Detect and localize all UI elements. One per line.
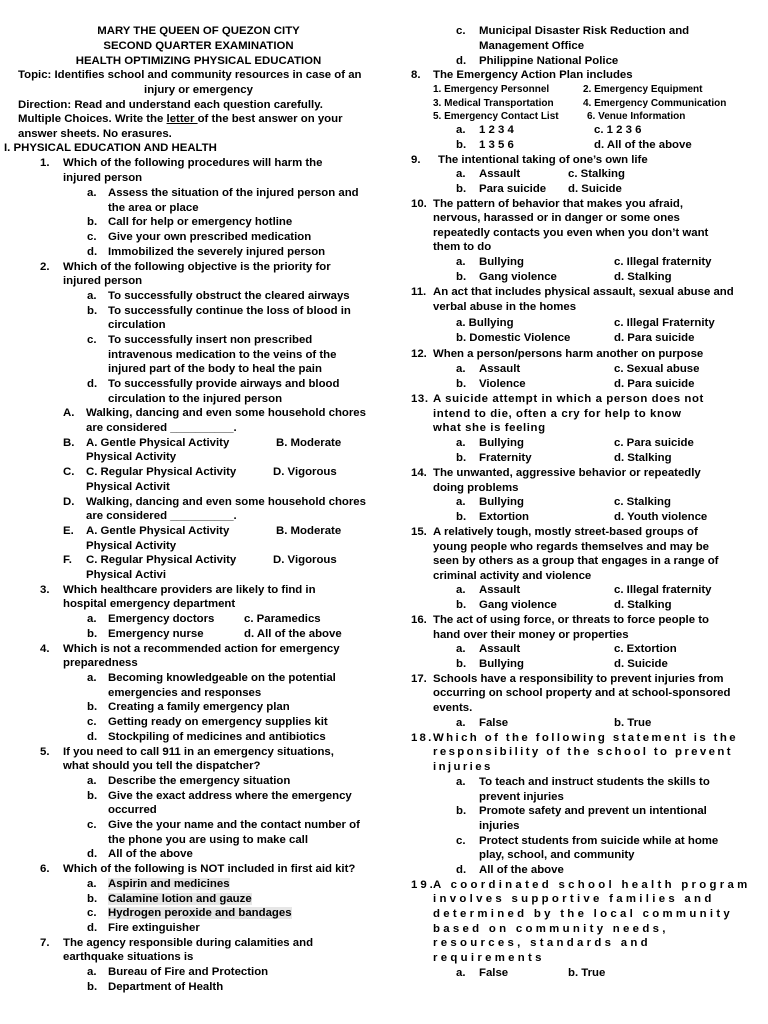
choice-text: Aspirin and medicines xyxy=(108,878,230,890)
choice-letter: a. xyxy=(456,643,466,655)
question-text: Schools have a responsibility to prevent injuries from xyxy=(433,673,724,685)
choice-letter: a. xyxy=(456,256,466,268)
choice-letter: a. xyxy=(87,187,97,199)
direction-line: answer sheets. No erasures. xyxy=(18,128,172,140)
choice-letter: b. xyxy=(87,628,98,640)
choice-text: All of the above xyxy=(479,864,564,876)
choice-letter: b. xyxy=(87,981,98,993)
choice-text: Municipal Disaster Risk Reduction and xyxy=(479,25,690,37)
choice-letter: a. xyxy=(87,966,97,978)
question-text: earthquake situations is xyxy=(63,951,194,963)
choice-letter: c. xyxy=(87,716,97,728)
list-text: Walking, dancing and even some household chores xyxy=(86,496,366,508)
choice-text: Department of Health xyxy=(108,981,224,993)
choice-text: To successfully insert non prescribed xyxy=(108,334,313,346)
choice-letter: c. xyxy=(456,25,466,37)
choice-text: c. Para suicide xyxy=(614,437,694,449)
choice-text: d. Stalking xyxy=(614,452,672,464)
list-text: are considered __________. xyxy=(86,422,237,434)
question-number: 14. xyxy=(411,467,427,479)
choice-text: occurred xyxy=(108,804,157,816)
choice-text: d. Stalking xyxy=(614,599,672,611)
choice-text: c. Illegal fraternity xyxy=(614,584,712,596)
choice-text: d. All of the above xyxy=(594,139,692,151)
question-text: Which of the following is NOT included in first aid kit? xyxy=(63,863,356,875)
list-letter: B. xyxy=(63,437,75,449)
choice-letter: b. xyxy=(456,271,467,283)
choice-text: Assess the situation of the injured person and xyxy=(108,187,359,199)
choice-text: Gang violence xyxy=(479,271,557,283)
choice-letter: b. xyxy=(456,511,467,523)
question-text: hand over their money or properties xyxy=(433,629,629,641)
question-text: If you need to call 911 in an emergency situations, xyxy=(63,746,334,758)
choice-text: Gang violence xyxy=(479,599,557,611)
question-text: When a person/persons harm another on purpose xyxy=(433,348,704,360)
choice-text: Immobilized the severely injured person xyxy=(108,246,326,258)
choice-text: Bullying xyxy=(479,437,524,449)
question-number: 19. xyxy=(411,879,436,891)
choice-text: d. Suicide xyxy=(614,658,668,670)
question-text: Which healthcare providers are likely to find in xyxy=(63,584,316,596)
list-item: 2. Emergency Equipment xyxy=(583,84,703,95)
question-text: The unwanted, aggressive behavior or repeatedly xyxy=(433,467,701,479)
question-text: nervous, harassed or in danger or some ones xyxy=(433,212,680,224)
question-text: Which of the following statement is the xyxy=(433,732,738,744)
choice-letter: a. xyxy=(87,878,97,890)
choice-text: d. Suicide xyxy=(568,183,622,195)
choice-text: the area or place xyxy=(108,202,199,214)
question-number: 8. xyxy=(411,69,421,81)
choice-text: False xyxy=(479,717,509,729)
question-text: injured person xyxy=(63,275,143,287)
choice-text: c. Stalking xyxy=(614,496,671,508)
choice-text: To teach and instruct students the skills to xyxy=(479,776,710,788)
choice-letter: c. xyxy=(87,819,97,831)
question-text: what she is feeling xyxy=(433,422,546,434)
choice-letter: a. xyxy=(456,124,466,136)
list-text: D. Vigorous xyxy=(273,466,337,478)
question-text: The intentional taking of one’s own life xyxy=(438,154,648,166)
list-text: Physical Activity xyxy=(86,540,177,552)
choice-text: Assault xyxy=(479,643,521,655)
choice-letter: a. xyxy=(87,775,97,787)
question-text: repeatedly contacts you even when you don’t want xyxy=(433,227,709,239)
choice-text: Hydrogen peroxide and bandages xyxy=(108,907,292,919)
question-text: seen by others as a group that engages in a range of xyxy=(433,555,719,567)
topic-line: injury or emergency xyxy=(144,84,253,96)
choice-letter: d. xyxy=(87,922,98,934)
question-text: resources, standards and xyxy=(433,937,651,949)
list-letter: D. xyxy=(63,496,75,508)
choice-text: Assault xyxy=(479,584,521,596)
choice-letter: b. xyxy=(87,305,98,317)
choice-text: circulation xyxy=(108,319,166,331)
list-letter: E. xyxy=(63,525,74,537)
question-number: 17. xyxy=(411,673,427,685)
choice-text: b. True xyxy=(614,717,652,729)
choice-letter: a. xyxy=(456,363,466,375)
choice-text: Becoming knowledgeable on the potential xyxy=(108,672,336,684)
choice-letter: c. xyxy=(87,334,97,346)
choice-text: c. Sexual abuse xyxy=(614,363,700,375)
choice-text: 1 3 5 6 xyxy=(479,139,514,151)
choice-text: Calamine lotion and gauze xyxy=(108,893,252,905)
question-text: requirements xyxy=(433,952,545,964)
list-text: A. Gentle Physical Activity xyxy=(86,437,230,449)
choice-text: Give the your name and the contact number of xyxy=(108,819,360,831)
question-text: Which of the following procedures will harm the xyxy=(63,157,323,169)
question-text: determined by the local community xyxy=(433,908,734,920)
question-number: 1. xyxy=(40,157,50,169)
choice-text: Fire extinguisher xyxy=(108,922,200,934)
question-text: A coordinated school health program xyxy=(433,879,751,891)
list-text: C. Regular Physical Activity xyxy=(86,554,237,566)
choice-text: Fraternity xyxy=(479,452,532,464)
question-number: 9. xyxy=(411,154,421,166)
direction-line: Multiple Choices. Write the letter of the best answer on your xyxy=(18,113,343,125)
choice-letter: d. xyxy=(456,864,467,876)
choice-letter: a. xyxy=(456,168,466,180)
choice-text: c. Illegal Fraternity xyxy=(614,317,715,329)
choice-text: To successfully continue the loss of blood in xyxy=(108,305,351,317)
list-text: are considered __________. xyxy=(86,510,237,522)
choice-text: c. Stalking xyxy=(568,168,625,180)
question-text: An act that includes physical assault, sexual abuse and xyxy=(433,286,734,298)
choice-text: To successfully provide airways and blood xyxy=(108,378,340,390)
question-text: The act of using force, or threats to force people to xyxy=(433,614,709,626)
choice-text: 1 2 3 4 xyxy=(479,124,514,136)
list-text: D. Vigorous xyxy=(273,554,337,566)
question-text: preparedness xyxy=(63,657,138,669)
choice-letter: b. xyxy=(456,805,467,817)
question-text: verbal abuse in the homes xyxy=(433,301,577,313)
choice-text: Call for help or emergency hotline xyxy=(108,216,293,228)
list-item: 5. Emergency Contact List xyxy=(433,111,559,122)
direction-line: Direction: Read and understand each question carefully. xyxy=(18,99,323,111)
list-text: Physical Activit xyxy=(86,481,170,493)
choice-letter: d. xyxy=(87,378,98,390)
choice-text: False xyxy=(479,967,509,979)
choice-text: injured part of the body to heal the pain xyxy=(108,363,322,375)
choice-text: Promote safety and prevent un intentional xyxy=(479,805,707,817)
subject-title: HEALTH OPTIMIZING PHYSICAL EDUCATION xyxy=(75,55,322,67)
question-text: based on community needs, xyxy=(433,923,669,935)
question-text: A relatively tough, mostly street-based groups of xyxy=(433,526,698,538)
choice-text: Emergency nurse xyxy=(108,628,204,640)
question-number: 16. xyxy=(411,614,427,626)
question-text: The Emergency Action Plan includes xyxy=(433,69,633,81)
question-text: injuries xyxy=(433,761,493,773)
choice-text: Para suicide xyxy=(479,183,547,195)
choice-letter: a. xyxy=(87,613,97,625)
choice-text: Bureau of Fire and Protection xyxy=(108,966,269,978)
question-text: young people who regards themselves and may be xyxy=(433,541,709,553)
choice-letter: a. xyxy=(456,776,466,788)
choice-text: Philippine National Police xyxy=(479,55,619,67)
choice-letter: a. xyxy=(456,437,466,449)
choice-letter: d. xyxy=(456,55,467,67)
right-column xyxy=(390,0,768,1024)
choice-text: c. Paramedics xyxy=(244,613,321,625)
choice-text: Getting ready on emergency supplies kit xyxy=(108,716,328,728)
choice-letter: b. xyxy=(456,139,467,151)
list-letter: A. xyxy=(63,407,75,419)
question-text: intend to die, often a cry for help to know xyxy=(433,408,682,420)
choice-text: Protect students from suicide while at home xyxy=(479,835,719,847)
choice-text: the phone you are using to make call xyxy=(108,834,309,846)
choice-letter: c. xyxy=(456,835,466,847)
choice-letter: b. xyxy=(456,183,467,195)
choice-letter: a. xyxy=(87,672,97,684)
choice-letter: b. xyxy=(456,658,467,670)
choice-letter: c. xyxy=(87,231,97,243)
choice-text: Bullying xyxy=(479,256,524,268)
exam-title: SECOND QUARTER EXAMINATION xyxy=(103,40,294,52)
choice-text: Bullying xyxy=(479,496,524,508)
choice-letter: c. xyxy=(87,907,97,919)
list-item: 1. Emergency Personnel xyxy=(433,84,550,95)
question-text: events. xyxy=(433,702,473,714)
question-number: 15. xyxy=(411,526,427,538)
question-number: 10. xyxy=(411,198,427,210)
choice-text: d. All of the above xyxy=(244,628,342,640)
question-text: them to do xyxy=(433,241,492,253)
choice-text: Stockpiling of medicines and antibiotics xyxy=(108,731,326,743)
choice-text: Give your own prescribed medication xyxy=(108,231,312,243)
choice-letter: a. xyxy=(456,496,466,508)
choice-letter: d. xyxy=(87,246,98,258)
choice-text: d. Stalking xyxy=(614,271,672,283)
list-item: 4. Emergency Communication xyxy=(583,98,727,109)
list-text: A. Gentle Physical Activity xyxy=(86,525,230,537)
choice-text: d. Para suicide xyxy=(614,378,695,390)
choice-letter: d. xyxy=(87,848,98,860)
topic-line: Topic: Identifies school and community resources in case of an xyxy=(18,69,362,81)
underlined-word: letter xyxy=(166,113,198,125)
list-text: B. Moderate xyxy=(276,525,342,537)
choice-text: Bullying xyxy=(479,658,524,670)
choice-text: prevent injuries xyxy=(479,791,564,803)
choice-letter: b. xyxy=(87,893,98,905)
question-number: 18. xyxy=(411,732,434,744)
choice-text: d. Youth violence xyxy=(614,511,708,523)
choice-text: Assault xyxy=(479,168,521,180)
choice-letter: b. xyxy=(456,452,467,464)
choice-letter: b. xyxy=(456,599,467,611)
question-text: Which is not a recommended action for emergency xyxy=(63,643,340,655)
question-text: hospital emergency department xyxy=(63,598,236,610)
question-number: 5. xyxy=(40,746,50,758)
choice-letter: a. xyxy=(456,967,466,979)
question-text: responsibility of the school to prevent xyxy=(433,746,733,758)
question-text: injured person xyxy=(63,172,143,184)
choice-letter: b. xyxy=(87,701,98,713)
choice-letter: a. xyxy=(456,717,466,729)
list-text: Physical Activity xyxy=(86,451,177,463)
choice-text: a. Bullying xyxy=(456,317,514,329)
question-text: A suicide attempt in which a person does not xyxy=(433,393,704,405)
list-item: 6. Venue Information xyxy=(587,111,686,122)
section-heading: I. PHYSICAL EDUCATION AND HEALTH xyxy=(4,142,217,154)
question-number: 13. xyxy=(411,393,429,405)
choice-letter: b. xyxy=(456,378,467,390)
list-text: B. Moderate xyxy=(276,437,342,449)
question-number: 12. xyxy=(411,348,427,360)
question-number: 3. xyxy=(40,584,50,596)
question-number: 4. xyxy=(40,643,50,655)
choice-text: Give the exact address where the emergency xyxy=(108,790,352,802)
choice-text: Describe the emergency situation xyxy=(108,775,291,787)
list-text: Walking, dancing and even some household chores xyxy=(86,407,366,419)
choice-text: intravenous medication to the veins of the xyxy=(108,349,337,361)
choice-letter: b. xyxy=(87,790,98,802)
question-number: 7. xyxy=(40,937,50,949)
question-number: 2. xyxy=(40,261,50,273)
question-text: occurring on school property and at school-sponsored xyxy=(433,687,731,699)
school-name: MARY THE QUEEN OF QUEZON CITY xyxy=(97,25,300,37)
choice-text: emergencies and responses xyxy=(108,687,262,699)
choice-text: Violence xyxy=(479,378,526,390)
question-text: involves supportive families and xyxy=(433,893,715,905)
choice-text: Management Office xyxy=(479,40,585,52)
list-text: Physical Activi xyxy=(86,569,166,581)
choice-text: injuries xyxy=(479,820,520,832)
question-text: what should you tell the dispatcher? xyxy=(63,760,261,772)
question-number: 11. xyxy=(411,286,427,298)
choice-text: To successfully obstruct the cleared airways xyxy=(108,290,350,302)
choice-text: b. Domestic Violence xyxy=(456,332,571,344)
list-letter: C. xyxy=(63,466,75,478)
choice-letter: a. xyxy=(456,584,466,596)
question-text: The agency responsible during calamities and xyxy=(63,937,314,949)
list-text: C. Regular Physical Activity xyxy=(86,466,237,478)
choice-text: Extortion xyxy=(479,511,529,523)
choice-text: c. 1 2 3 6 xyxy=(594,124,642,136)
list-item: 3. Medical Transportation xyxy=(433,98,554,109)
question-text: doing problems xyxy=(433,482,519,494)
choice-text: circulation to the injured person xyxy=(108,393,283,405)
choice-text: Creating a family emergency plan xyxy=(108,701,290,713)
choice-text: c. Extortion xyxy=(614,643,677,655)
choice-letter: d. xyxy=(87,731,98,743)
question-text: Which of the following objective is the priority for xyxy=(63,261,331,273)
list-letter: F. xyxy=(63,554,72,566)
question-number: 6. xyxy=(40,863,50,875)
choice-text: All of the above xyxy=(108,848,193,860)
choice-letter: b. xyxy=(87,216,98,228)
question-text: The pattern of behavior that makes you afraid, xyxy=(433,198,684,210)
choice-text: b. True xyxy=(568,967,606,979)
choice-letter: a. xyxy=(87,290,97,302)
choice-text: Emergency doctors xyxy=(108,613,215,625)
choice-text: d. Para suicide xyxy=(614,332,695,344)
question-text: criminal activity and violence xyxy=(433,570,592,582)
choice-text: Assault xyxy=(479,363,521,375)
choice-text: c. Illegal fraternity xyxy=(614,256,712,268)
choice-text: play, school, and community xyxy=(479,849,635,861)
